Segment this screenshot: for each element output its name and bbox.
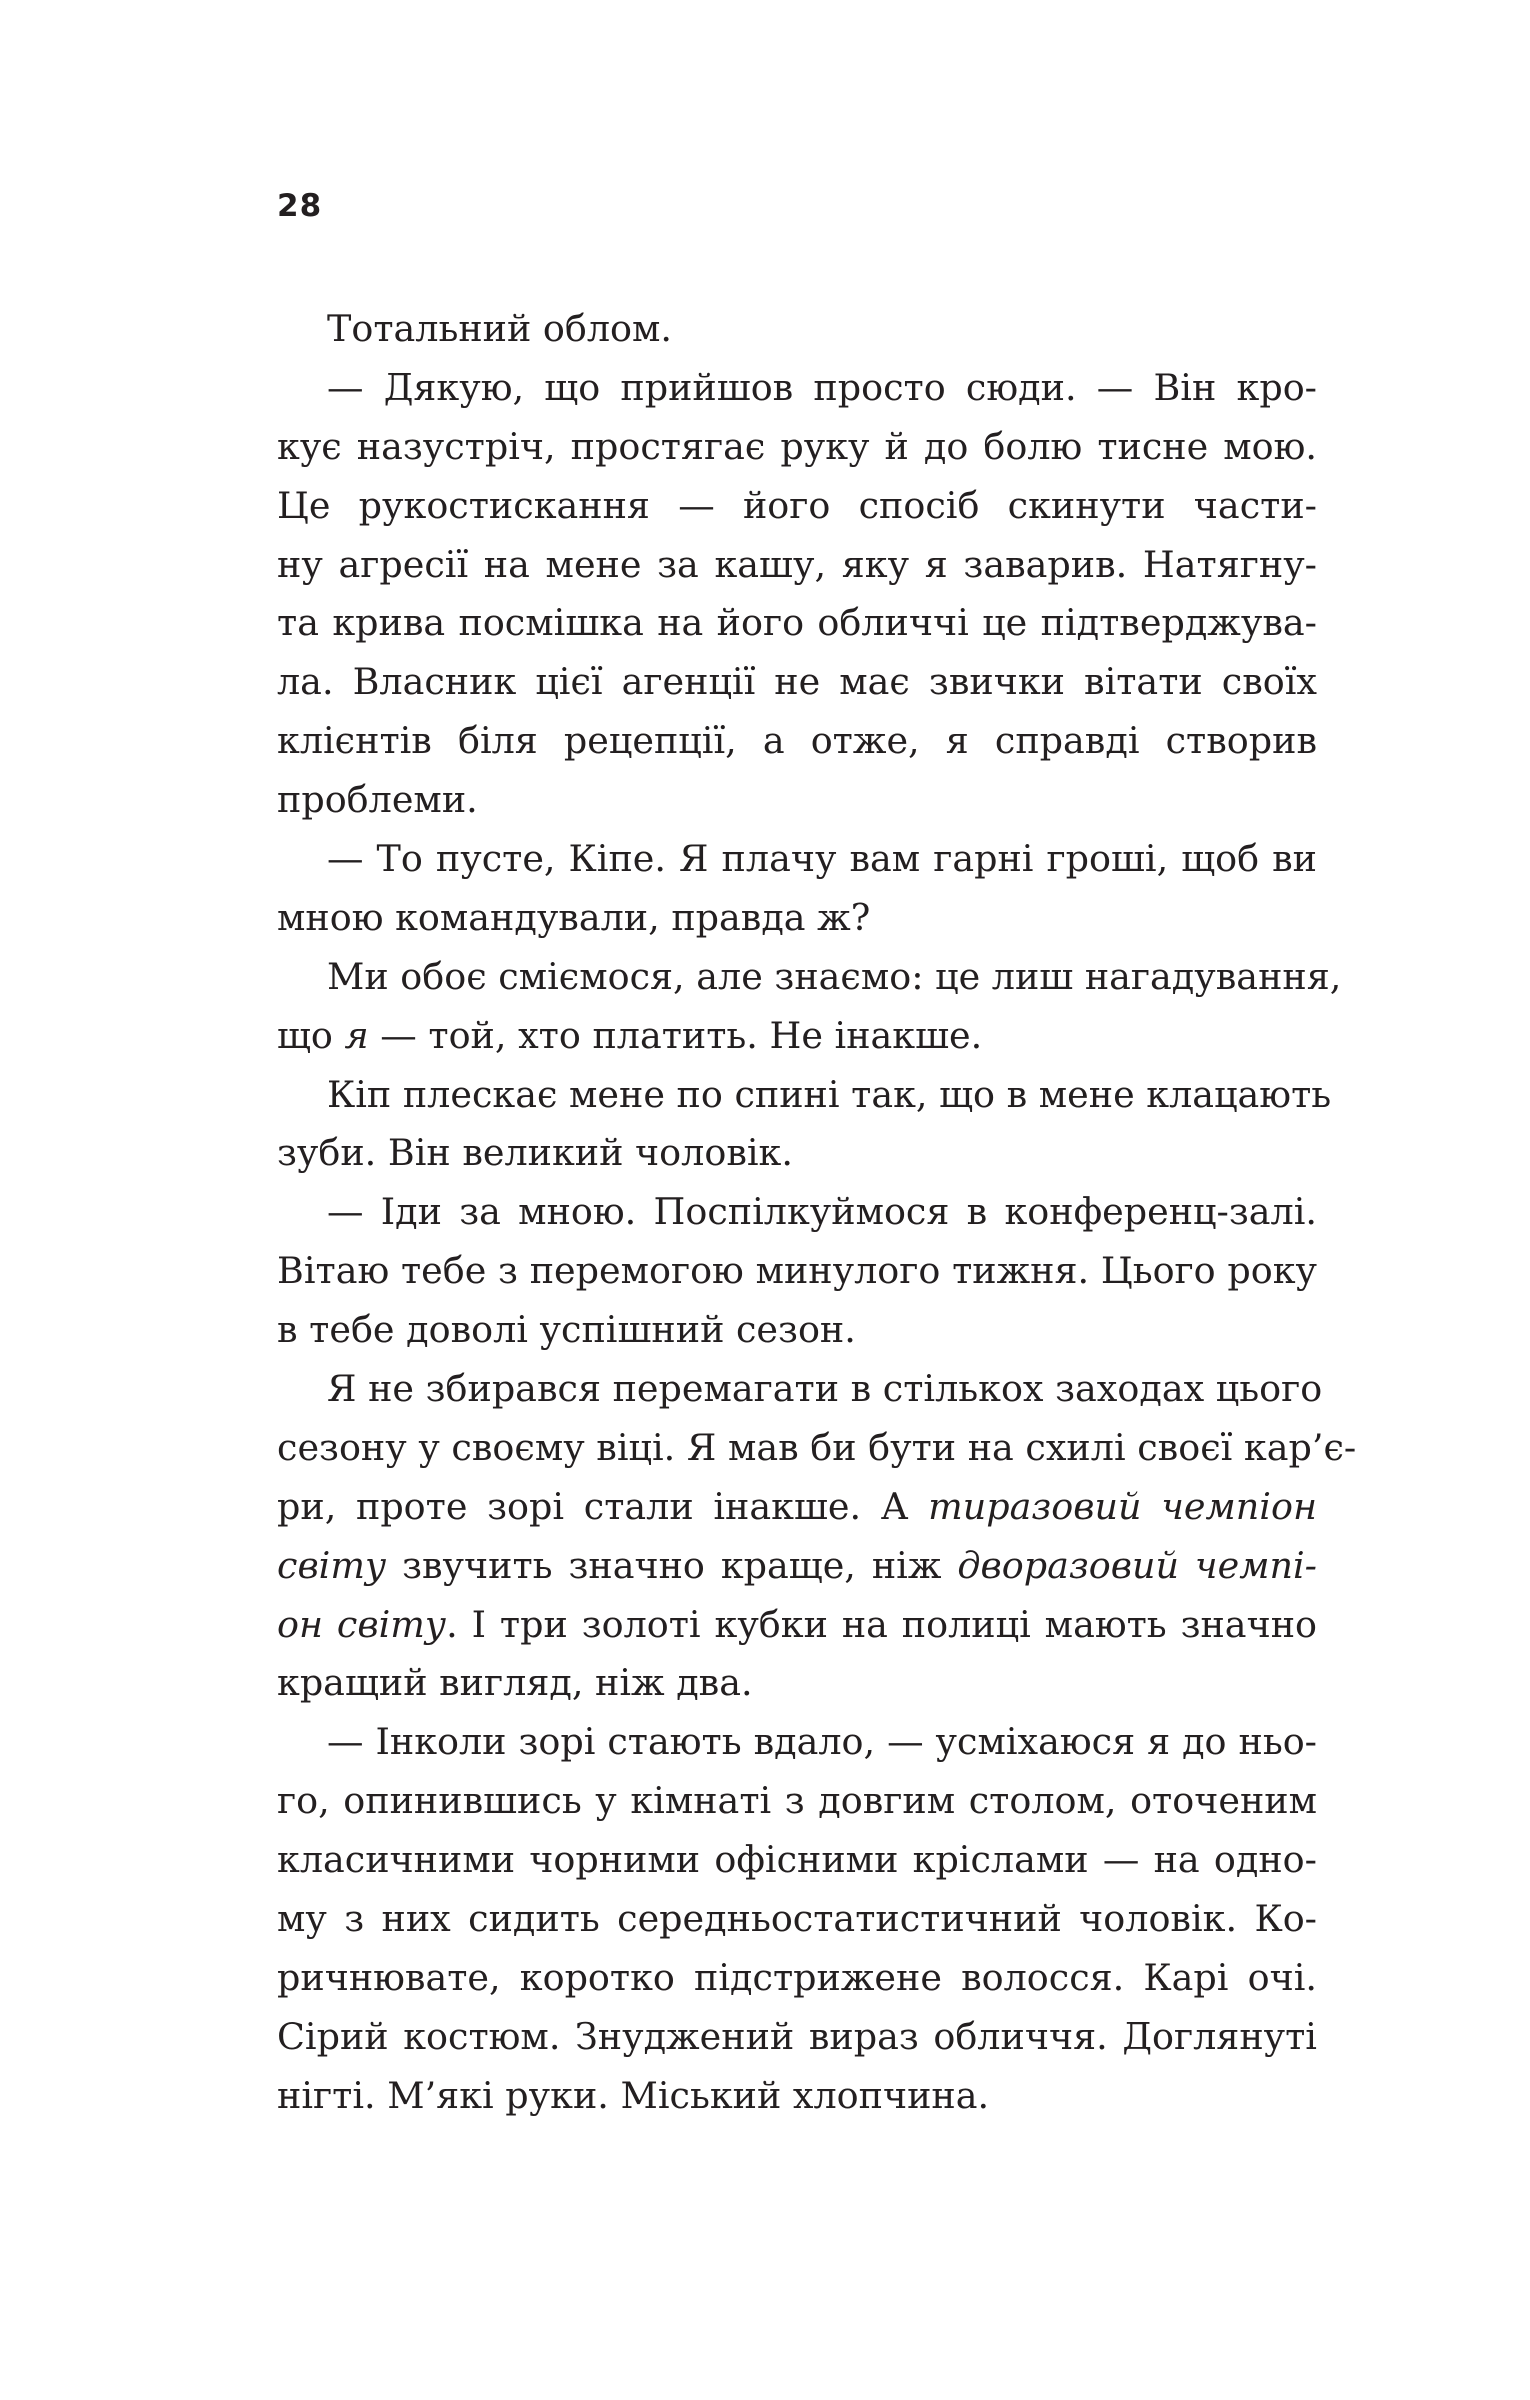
text-line: [277, 712, 1317, 771]
text-line: [277, 1419, 1357, 1478]
text-run: Вітаю тебе з перемогою минулого тижня. Цього року: [277, 1249, 1317, 1293]
italic-text: тиразовий чемпіон: [928, 1484, 1317, 1528]
text-run: та крива посмішка на його обличчі це підтверджува-: [277, 601, 1317, 645]
text-line: [277, 1890, 1317, 1949]
text-line: [277, 1007, 1317, 1066]
text-run: кує назустріч, простягає руку й до болю тисне мою.: [277, 424, 1317, 468]
text-line: [277, 1478, 1317, 1537]
text-line: [277, 1242, 1317, 1301]
text-line: [277, 2067, 1317, 2126]
text-line: [277, 653, 1317, 712]
text-line: [277, 418, 1317, 477]
text-run: Це рукостискання — його спосіб скинути части-: [277, 483, 1317, 527]
text-run: Тотальний облом.: [327, 307, 673, 350]
text-run: кращий вигляд, ніж два.: [277, 1661, 753, 1705]
text-line: [277, 2008, 1317, 2067]
text-run: — То пусте, Кіпе. Я плачу вам гарні гроші, щоб ви: [327, 837, 1317, 881]
text-run: . І три золоті кубки на полиці мають значно: [446, 1602, 1318, 1646]
text-run: — Іди за мною. Поспілкуймося в конференц-залі.: [327, 1190, 1317, 1234]
text-run: зуби. Він великий чоловік.: [277, 1131, 793, 1175]
text-run: звучить значно краще, ніж: [386, 1543, 958, 1587]
text-run: ла. Власник цієї агенції не має звички вітати своїх: [277, 660, 1317, 704]
text-line: [277, 1124, 1317, 1183]
text-line: [277, 1183, 1317, 1242]
text-run: в тебе доволі успішний сезон.: [277, 1308, 856, 1352]
text-line: [277, 830, 1317, 889]
text-run: го, опинившись у кімнаті з довгим столом, оточеним: [277, 1779, 1317, 1823]
italic-text: он світу: [277, 1602, 447, 1646]
text-run: Я не збирався перемагати в стількох заходах цього: [327, 1367, 1323, 1411]
italic-text: дворазовий чемпі-: [957, 1543, 1317, 1587]
text-run: клієнтів біля рецепції, а отже, я справді створив: [277, 719, 1317, 763]
text-line: [277, 1537, 1317, 1596]
text-line: [277, 594, 1317, 653]
text-line: [277, 300, 1317, 359]
italic-text: світу: [277, 1543, 387, 1587]
text-run: ричнювате, коротко підстрижене волосся. Карі очі.: [277, 1955, 1317, 1999]
text-run: — Інколи зорі стають вдало, — усміхаюся я до ньо-: [327, 1720, 1317, 1764]
page-number: 28: [277, 188, 323, 224]
text-line: [277, 948, 1342, 1007]
text-line: [277, 889, 1317, 948]
text-line: [277, 1713, 1317, 1772]
text-line: [277, 1066, 1332, 1125]
text-run: сезону у своєму віці. Я мав би бути на схилі своєї кар’є-: [277, 1425, 1357, 1469]
text-run: класичними чорними офісними кріслами — на одно-: [277, 1838, 1317, 1882]
text-line: [277, 1301, 1317, 1360]
italic-text: я: [344, 1013, 369, 1057]
text-line: [277, 1772, 1317, 1831]
text-line: [277, 1949, 1317, 2008]
body-text: [277, 300, 1357, 2126]
text-run: мною командували, правда ж?: [277, 895, 871, 939]
text-line: [277, 771, 1317, 830]
text-run: проблеми.: [277, 778, 478, 822]
text-run: — той, хто платить. Не інакше.: [368, 1013, 983, 1057]
text-line: [277, 536, 1317, 595]
text-line: [277, 477, 1317, 536]
text-line: [277, 1360, 1323, 1419]
text-run: Ми обоє сміємося, але знаємо: це лиш нагадування,: [327, 954, 1342, 998]
text-run: Сірий костюм. Знуджений вираз обличчя. Доглянуті: [277, 2014, 1317, 2058]
text-run: Кіп плескає мене по спині так, що в мене клацають: [327, 1072, 1332, 1116]
text-run: му з них сидить середньостатистичний чоловік. Ко-: [277, 1897, 1317, 1941]
text-run: ри, проте зорі стали інакше. А: [277, 1484, 929, 1528]
text-line: [277, 1596, 1317, 1655]
text-line: [277, 1831, 1317, 1890]
text-run: — Дякую, що прийшов просто сюди. — Він кро-: [327, 365, 1317, 409]
text-line: [277, 359, 1317, 418]
text-run: що: [277, 1013, 345, 1057]
text-run: ну агресії на мене за кашу, яку я заварив. Натягну-: [277, 542, 1317, 586]
text-run: нігті. М’які руки. Міський хлопчина.: [277, 2073, 990, 2117]
text-line: [277, 1654, 1317, 1713]
